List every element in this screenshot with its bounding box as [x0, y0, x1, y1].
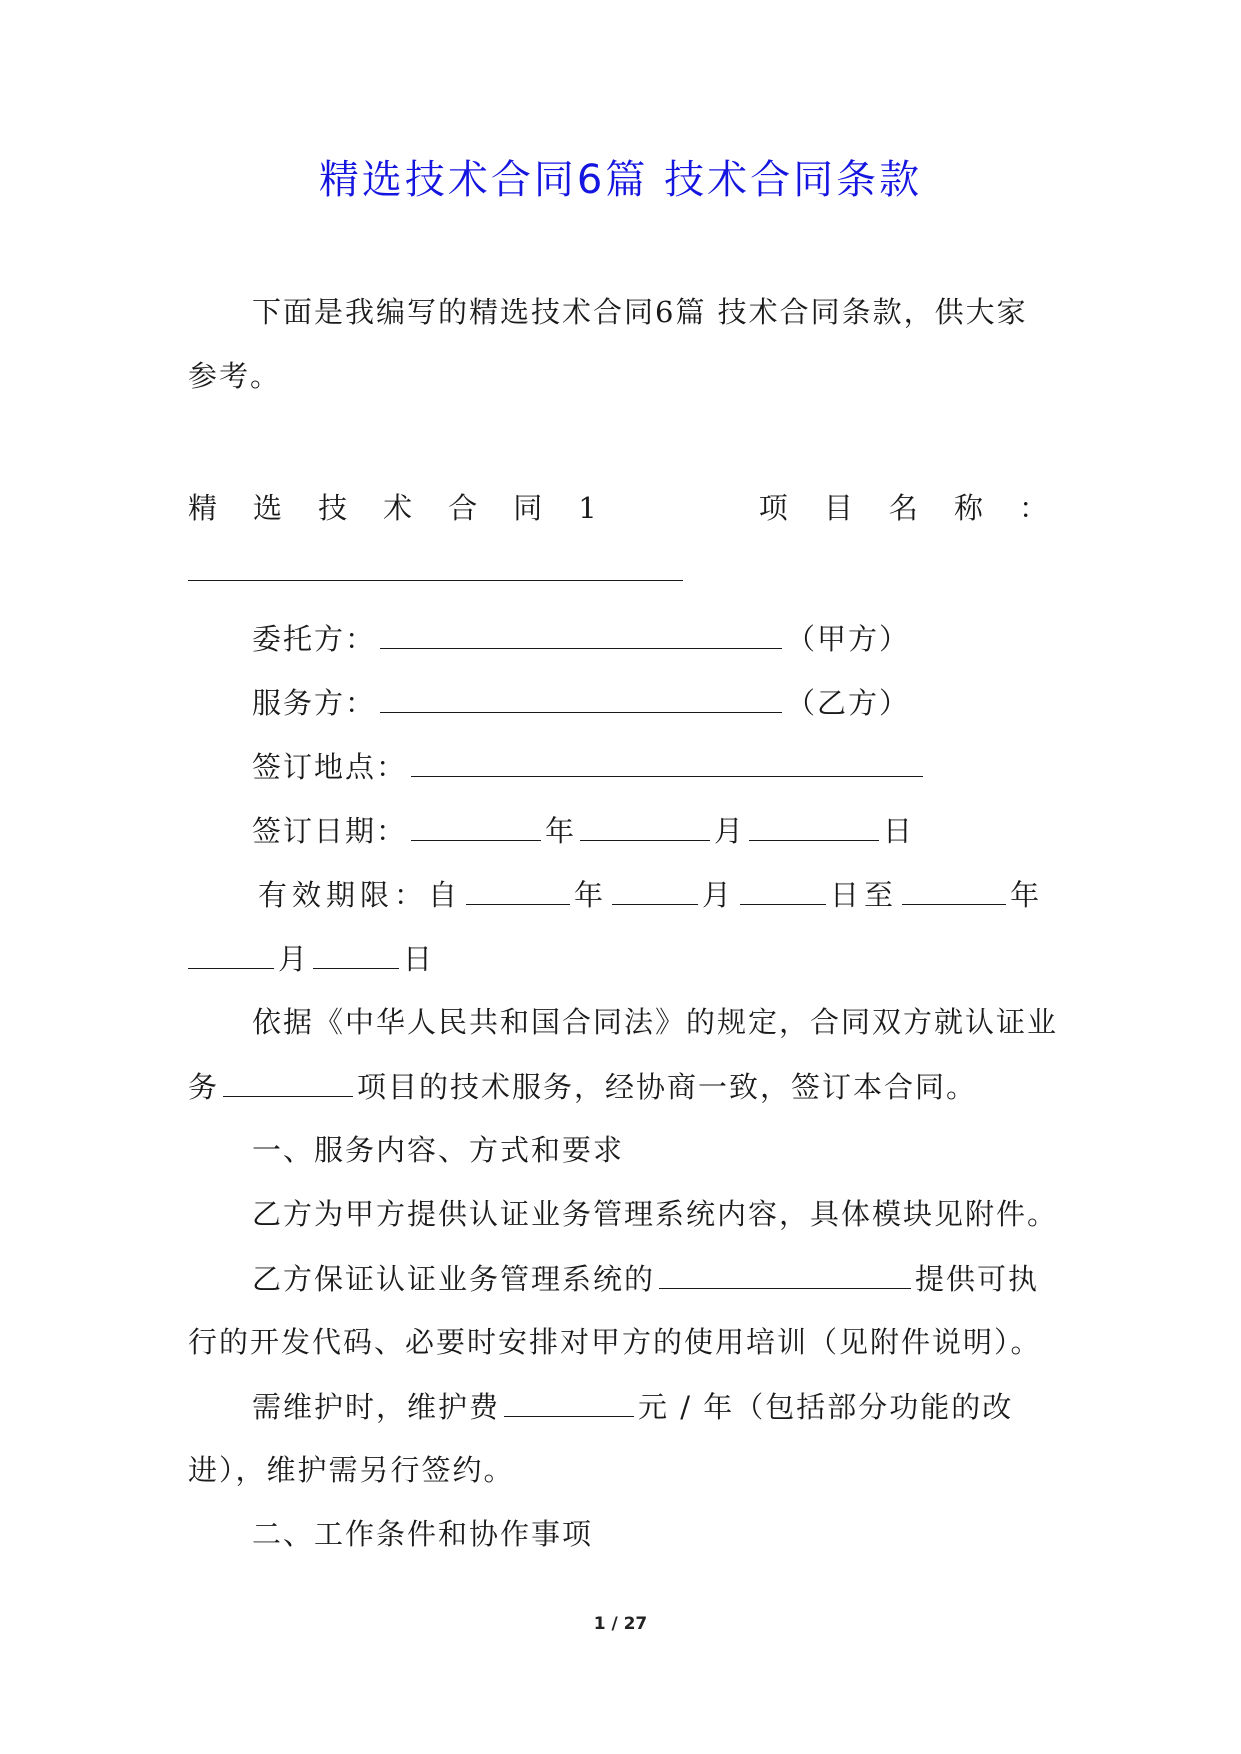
service-label: 服务方：	[252, 686, 377, 720]
heading-char: 精	[188, 491, 218, 525]
basis-line-1: 依据《中华人民共和国合同法》的规定，合同双方就认证业	[252, 1005, 1059, 1039]
validity-from-day-blank	[740, 874, 826, 905]
date-year-blank	[411, 810, 541, 841]
p2-pre: 乙方保证认证业务管理系统的	[252, 1262, 656, 1296]
validity-line-2	[188, 938, 434, 979]
heading-char: 称	[953, 491, 983, 525]
heading-char: 目	[823, 491, 853, 525]
place-line	[252, 746, 927, 787]
page-number: 1 / 27	[593, 1614, 648, 1634]
heading-char: 项	[758, 491, 788, 525]
paragraph-3-line-2: 进），维护需另行签约。	[188, 1453, 515, 1487]
p3-pre: 需维护时，维护费	[252, 1390, 501, 1424]
business-blank	[223, 1066, 353, 1097]
client-label: 委托方：	[252, 622, 377, 656]
heading-char: 术	[383, 491, 413, 525]
date-month: 月	[714, 814, 746, 848]
validity-from-year: 年	[574, 878, 609, 912]
place-blank	[411, 746, 923, 777]
service-suffix: （乙方）	[786, 686, 911, 720]
service-line	[252, 682, 910, 723]
place-label: 签订地点：	[252, 750, 408, 784]
fee-blank	[504, 1386, 634, 1417]
heading-char	[633, 488, 723, 528]
paragraph-2-line-2: 行的开发代码、必要时安排对甲方的使用培训（见附件说明）。	[188, 1325, 1042, 1359]
date-month-blank	[580, 810, 710, 841]
p2-blank	[659, 1258, 911, 1289]
validity-to-year: 年	[1010, 878, 1045, 912]
project-name-blank	[188, 580, 683, 581]
date-label: 签订日期：	[252, 814, 408, 848]
p3-post: 元 / 年（包括部分功能的改	[638, 1390, 1014, 1424]
section-1-title: 一、服务内容、方式和要求	[252, 1133, 625, 1167]
heading-char: 同	[513, 491, 543, 525]
client-suffix: （甲方）	[786, 622, 911, 656]
heading-char: 名	[888, 491, 918, 525]
date-day-blank	[749, 810, 879, 841]
validity-from-month-blank	[612, 874, 698, 905]
validity-to-month: 月	[278, 942, 310, 976]
paragraph-2-line-1	[252, 1258, 1039, 1299]
section-heading-contract-1	[188, 488, 1048, 528]
validity-to: 日至	[830, 878, 899, 912]
basis-line-2	[188, 1066, 977, 1107]
validity-to-day: 日	[403, 942, 435, 976]
intro-line-2: 参考。	[188, 359, 282, 393]
service-blank	[380, 682, 782, 713]
date-year: 年	[545, 814, 577, 848]
validity-to-month-blank	[188, 938, 274, 969]
validity-from-year-blank	[466, 874, 570, 905]
intro-line-1: 下面是我编写的精选技术合同6篇 技术合同条款，供大家	[252, 295, 1028, 329]
date-line	[252, 810, 914, 851]
heading-char: 1	[578, 491, 597, 525]
date-day: 日	[883, 814, 915, 848]
validity-from-month: 月	[702, 878, 737, 912]
client-blank	[380, 618, 782, 649]
heading-char: 技	[318, 491, 348, 525]
validity-to-year-blank	[902, 874, 1006, 905]
validity-to-day-blank	[313, 938, 399, 969]
client-line	[252, 618, 910, 659]
validity-label: 有效期限：自	[258, 878, 463, 912]
heading-char: 选	[253, 491, 283, 525]
document-title: 精选技术合同6篇 技术合同条款	[318, 157, 923, 203]
p2-post: 提供可执	[915, 1262, 1040, 1296]
validity-line	[258, 874, 1044, 915]
section-2-title: 二、工作条件和协作事项	[252, 1517, 594, 1551]
heading-char: 合	[448, 491, 478, 525]
paragraph-1: 乙方为甲方提供认证业务管理系统内容，具体模块见附件。	[252, 1197, 1059, 1231]
paragraph-3-line-1	[252, 1386, 1013, 1427]
basis-post: 项目的技术服务，经协商一致，签订本合同。	[357, 1070, 978, 1104]
heading-char: ：	[1018, 491, 1048, 525]
basis-pre: 务	[188, 1070, 220, 1104]
